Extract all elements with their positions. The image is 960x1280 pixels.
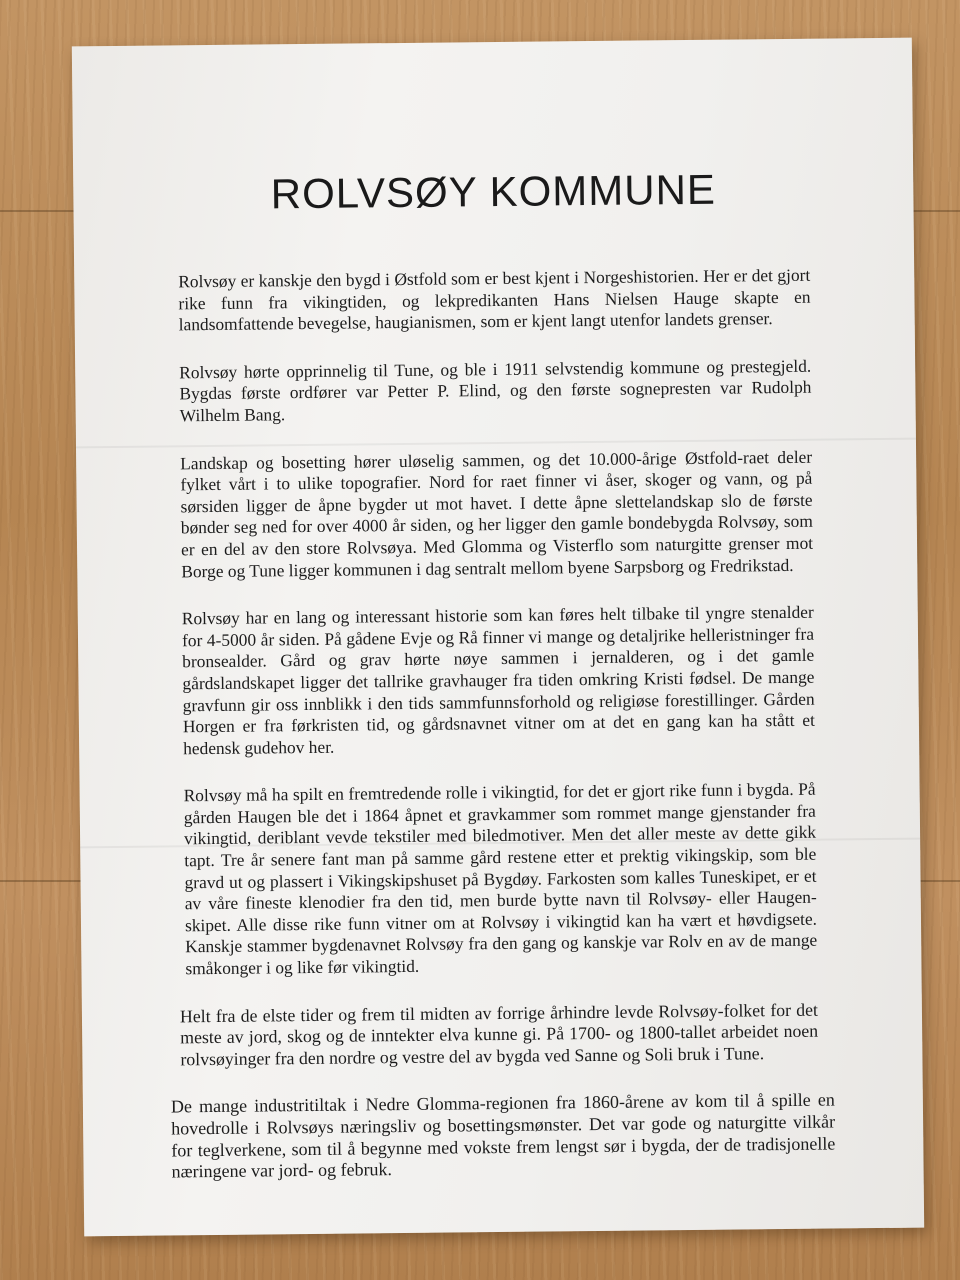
paragraph: Rolvsøy er kanskje den bygd i Østfold som er best kjent i Norgeshistorien. Her er det gjort rike funn fra vikingtiden, og lekpredikanten Hans Nielsen Hauge skapte en landsomfattende bevegelse, haugianismen, som er kjent langt utenfor landets grenser. bbox=[178, 264, 811, 335]
document-body bbox=[170, 264, 836, 1209]
paragraph: Rolvsøy må ha spilt en fremtredende rolle i vikingtid, for det er gjort rike funn i bygda. På gården Haugen ble det i 1864 åpnet et gravkammer som rommet mange gjenstander fra vikingtid, deriblant vevde tekstiler med biledmotiver. Men det aller meste av dette gikk tapt. Tre år senere fant man på samme gård restene etter et prektig vikingskip, som ble gravd ut og plassert i Vikingskipshuset på Bygdøy. Farkosten som kalles Tuneskipet, er et av våre fineste klenodier fra den tid, men burde bytte navn til Rolvsøy- eller Haugen-skipet. Alle disse rike funn vitner om at Rolvsøy i vikingtid kan ha vært et høvdigsete. Kanskje stammer bygdenavnet Rolvsøy fra den gang og kanskje var Rolv en av de mange småkonger i og like før vikingtid. bbox=[183, 778, 818, 979]
paragraph: Landskap og bosetting hører uløselig sammen, og det 10.000-årige Østfold-raet deler fylket vårt i to ulike topografier. Nord for raet finner vi åser, skoger og vann, og på sørsiden ligger de åpne bygder ut mot havet. I dette åpne slettelandskap slo de første bønder seg ned for over 4000 år siden, og her ligger den gamle bondebygda Rolvsøy, som er en del av den store Rolvsøya. Med Glomma og Visterflo som naturgitte grenser mot Borge og Tune ligger kommunen i dag sentralt mellom byene Sarpsborg og Fredrikstad. bbox=[180, 446, 814, 581]
paper-sheet bbox=[72, 38, 924, 1237]
paragraph: Rolvsøy har en lang og interessant historie som kan føres helt tilbake til yngre stenalder for 4-5000 år siden. På gådene Evje og Rå finner vi mange og detaljrike helleristninger fra bronsealder. Gård og grav hørte nøye sammen i jernalderen, og i det gamle gårdslandskapet ligger det tallrike gravhauger fra tiden omkring Kristi fødsel. De mange gravfunn gir oss innblikk i den tids sammfunnsforhold og religiøse forestillinger. Gården Horgen er fra førkristen tid, og gårdsnavnet vitner om at det en gang kan ha stått et hedensk gudehov her. bbox=[181, 601, 815, 758]
paragraph: Rolvsøy hørte opprinnelig til Tune, og ble i 1911 selvstendig kommune og prestegjeld. Bygdas første ordfører var Petter P. Elind, og den første sognepresten var Rudolph Wilhelm Bang. bbox=[179, 355, 812, 426]
document-title: ROLVSØY KOMMUNE bbox=[270, 165, 717, 218]
paragraph: De mange industritiltak i Nedre Glomma-regionen fra 1860-årene av kom til å spille en hovedrolle i Rolvsøys næringsliv og bosettingsmønster. Det var gode og naturgitte vilkår for teglverkene, som til å begynne med vokste frem lengst sør i bygda, der de tradisjonelle næringene var jord- og februk. bbox=[170, 1089, 836, 1182]
paragraph: Helt fra de elste tider og frem til midten av forrige århindre levde Rolvsøy-folket for det meste av jord, skog og de inntekter elva kunne gi. På 1700- og 1800-tallet arbeidet noen rolvsøyinger fra den nordre og vestre del av bygda ved Sanne og Soli bruk i Tune. bbox=[179, 999, 819, 1070]
